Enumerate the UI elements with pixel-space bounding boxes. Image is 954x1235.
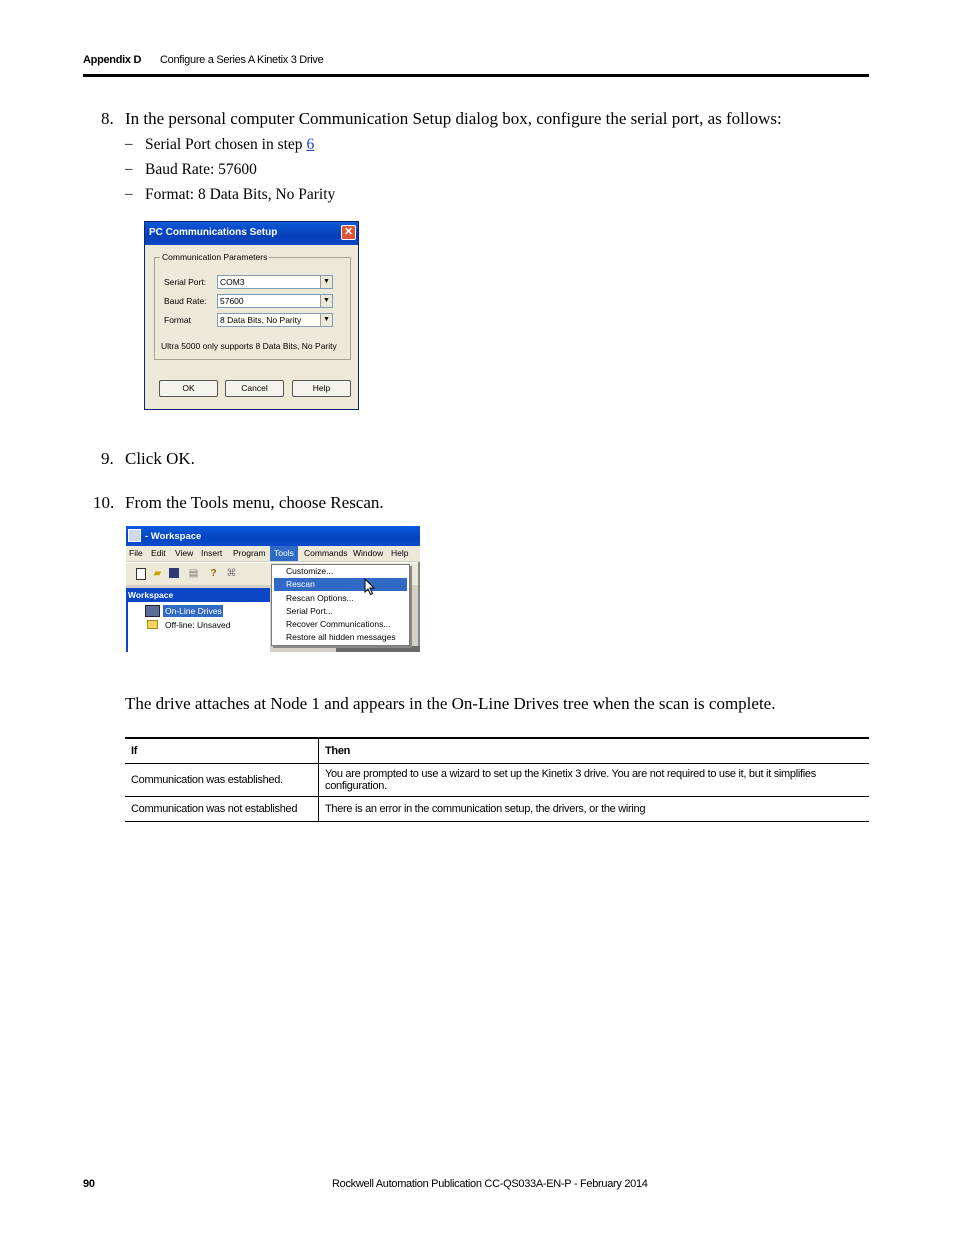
dialog-note: Ultra 5000 only supports 8 Data Bits, No Parity [161,341,337,351]
table-cell-then: You are prompted to use a wizard to set up the Kinetix 3 drive. You are not required to use it, but it simplifies configuration. [319,764,870,797]
group-label: Communication Parameters [162,252,268,262]
app-icon [128,529,141,542]
menu-program[interactable]: Program [233,548,266,558]
menu-item-restore-hidden-messages[interactable]: Restore all hidden messages [286,632,396,642]
if-then-table [125,737,869,822]
table-cell-if: Communication was not established [125,797,319,822]
step-9-text: Click OK. [125,449,195,468]
bullet-dash: – [125,161,133,177]
bullet-baud-rate: Baud Rate: 57600 [145,161,257,178]
step-8-text: In the personal computer Communication Setup dialog box, configure the serial port, as follows: [125,109,782,128]
menu-bar [126,546,420,561]
save-icon[interactable] [169,568,179,578]
menu-help[interactable]: Help [391,548,409,558]
page-number: 90 [83,1178,95,1190]
serial-port-label: Serial Port: [164,277,207,287]
step-8-number: 8. [101,109,114,128]
menu-edit[interactable]: Edit [151,548,166,558]
table-cell-then: There is an error in the communication setup, the drivers, or the wiring [319,797,870,822]
table-row [125,764,869,797]
workspace-window [126,526,420,652]
serial-port-select[interactable] [217,275,333,289]
menu-window[interactable]: Window [353,548,384,558]
menu-view[interactable]: View [175,548,194,558]
menu-item-recover-communications[interactable]: Recover Communications... [286,619,391,629]
computer-icon [145,605,160,617]
header-appendix: Appendix D [83,54,142,66]
workspace-pane-label: Workspace [128,590,174,600]
baud-rate-select[interactable] [217,294,333,308]
wizard-icon[interactable]: ⌘ [226,568,237,579]
table-header-row [125,738,869,764]
pane-divider [336,646,420,652]
table-cell-if: Communication was established. [125,764,319,797]
print-icon[interactable]: ▤ [188,568,199,579]
bullet-dash: – [125,186,133,202]
dialog-title: PC Communications Setup [149,227,278,238]
menu-item-rescan-options[interactable]: Rescan Options... [286,593,354,603]
help-icon[interactable]: ? [210,568,217,579]
menu-item-rescan[interactable]: Rescan [286,579,315,589]
chevron-down-icon[interactable]: ▼ [320,295,332,307]
serial-port-value: COM3 [220,277,245,287]
step-10-text: From the Tools menu, choose Rescan. [125,493,384,512]
bullet-serial-port-text: Serial Port chosen in step [145,136,307,153]
menu-commands[interactable]: Commands [304,548,348,558]
folder-icon [147,620,158,629]
cancel-button[interactable]: Cancel [225,380,284,397]
publication-info: Rockwell Automation Publication CC-QS033A-EN-P - February 2014 [332,1178,648,1190]
tree-item-offline-unsaved[interactable]: Off-line: Unsaved [165,620,231,630]
menu-item-serial-port[interactable]: Serial Port... [286,606,333,616]
header-if: If [125,738,319,764]
header-then: Then [319,738,870,764]
ok-button[interactable]: OK [159,380,218,397]
workspace-pane-header [126,588,270,602]
open-folder-icon[interactable]: ▰ [153,568,162,579]
bullet-dash: – [125,136,133,152]
header-rule [83,74,869,77]
result-paragraph: The drive attaches at Node 1 and appears in the On-Line Drives tree when the scan is complete. [125,694,776,713]
close-icon[interactable]: ✕ [341,225,356,240]
format-value: 8 Data Bits, No Parity [220,315,302,325]
step-6-link[interactable]: 6 [306,136,315,153]
bullet-serial-port [145,135,314,155]
menu-tools[interactable]: Tools [274,548,294,558]
table-row [125,797,869,822]
menu-file[interactable]: File [129,548,143,558]
menu-insert[interactable]: Insert [201,548,223,558]
pc-communications-setup-dialog [144,221,359,410]
chevron-down-icon[interactable]: ▼ [320,276,332,288]
tree-item-online-drives[interactable]: On-Line Drives [165,606,222,616]
format-label: Format [164,315,191,325]
window-edge [418,562,420,652]
baud-rate-value: 57600 [220,296,244,306]
step-9-number: 9. [101,449,114,468]
bullet-format: Format: 8 Data Bits, No Parity [145,186,336,203]
header-title: Configure a Series A Kinetix 3 Drive [160,54,324,66]
new-file-icon[interactable] [136,568,146,580]
menu-item-customize[interactable]: Customize... [286,566,334,576]
tools-dropdown-menu [271,564,410,646]
step-10-number: 10. [93,493,115,512]
chevron-down-icon[interactable]: ▼ [320,314,332,326]
format-select[interactable] [217,313,333,327]
baud-rate-label: Baud Rate: [164,296,207,306]
workspace-title: - Workspace [145,531,202,542]
cursor-icon [364,578,376,596]
help-button[interactable]: Help [292,380,351,397]
